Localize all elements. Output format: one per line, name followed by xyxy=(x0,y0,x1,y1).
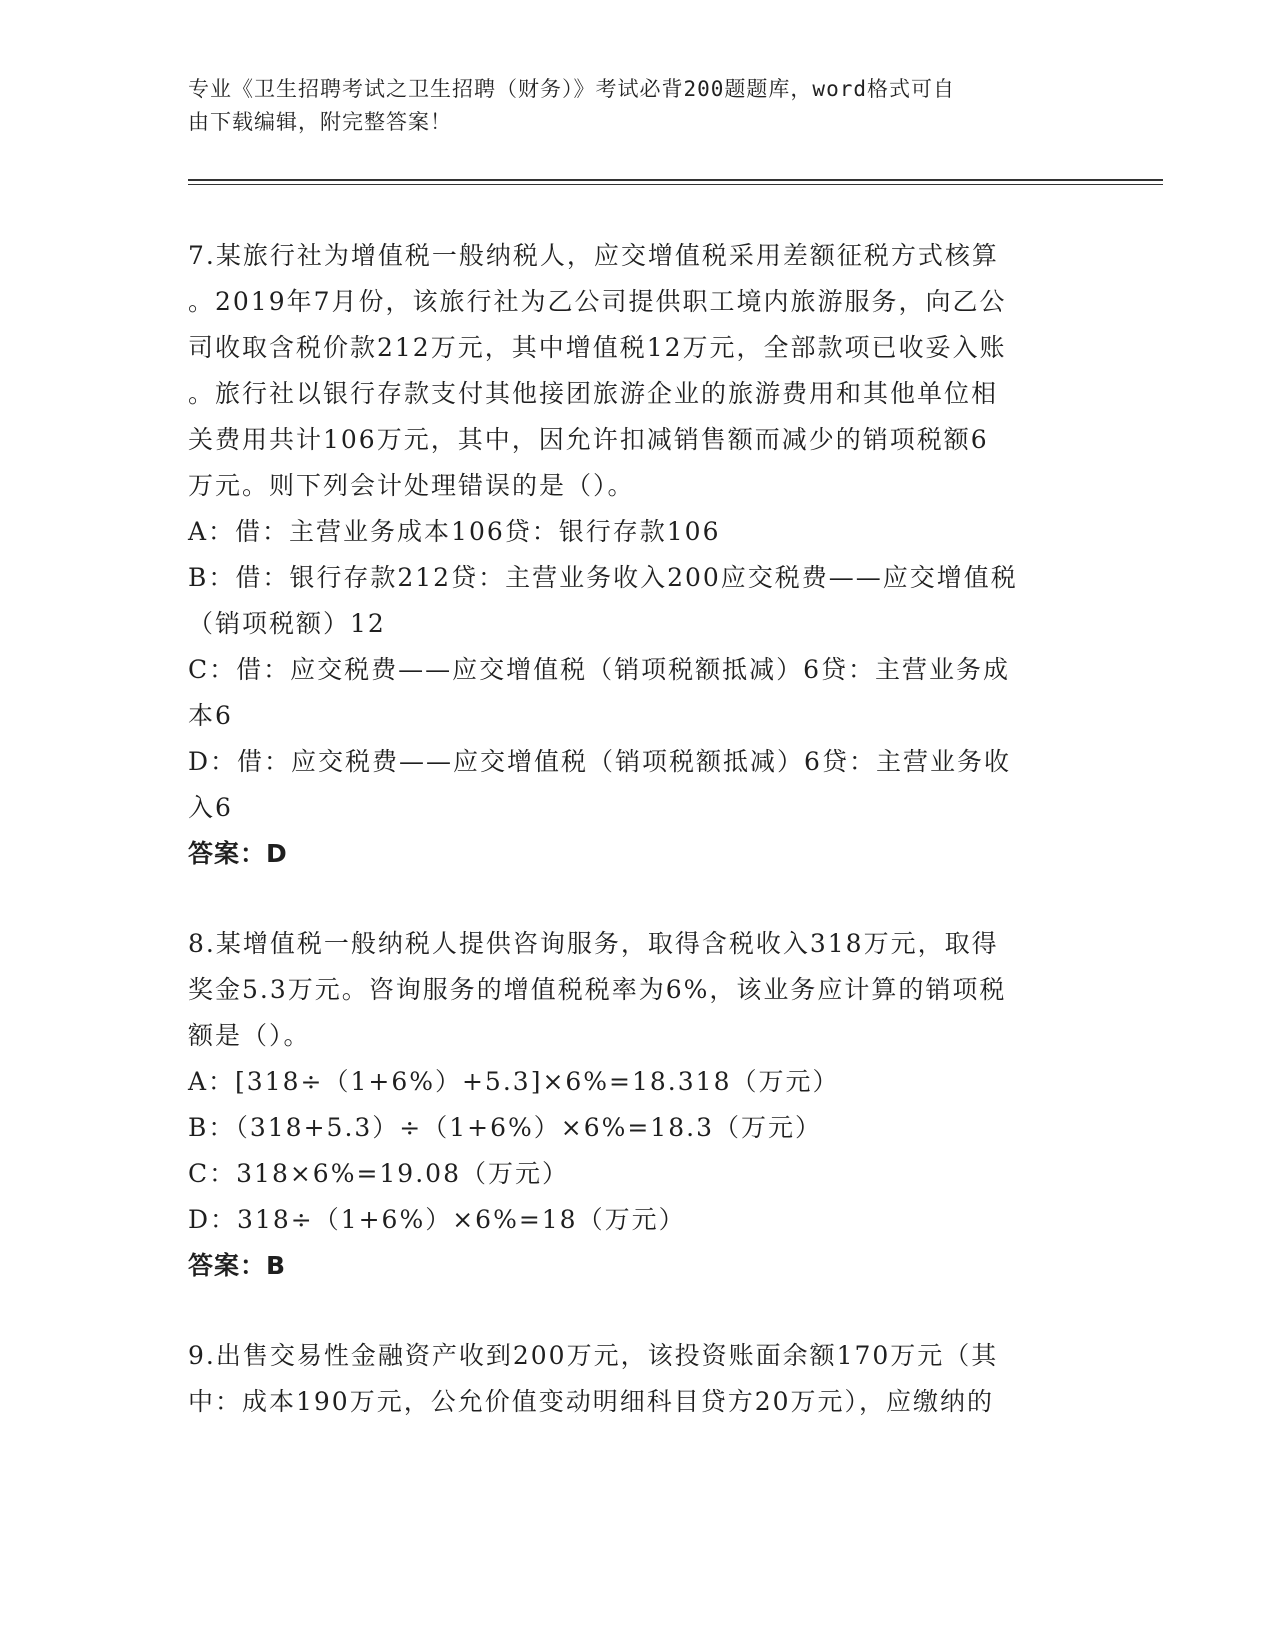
question-9 xyxy=(188,1333,1078,1425)
question-stem-line: 万元。则下列会计处理错误的是（）。 xyxy=(188,471,635,500)
question-stem-line: 9.出售交易性金融资产收到200万元，该投资账面余额170万元（其 xyxy=(188,1341,999,1370)
option-line: 本6 xyxy=(188,701,233,730)
option-line: C：借：应交税费——应交增值税（销项税额抵减）6贷：主营业务成 xyxy=(188,655,1011,684)
question-list xyxy=(188,233,1078,1425)
question-stem-line: 8.某增值税一般纳税人提供咨询服务，取得含税收入318万元，取得 xyxy=(188,929,999,958)
option-line: A：[318÷（1+6%）+5.3]×6%=18.318（万元） xyxy=(188,1067,840,1096)
option-line: B：借：银行存款212贷：主营业务收入200应交税费——应交增值税 xyxy=(188,563,1018,592)
option-line: D：借：应交税费——应交增值税（销项税额抵减）6贷：主营业务收 xyxy=(188,747,1011,776)
option-line: C：318×6%=19.08（万元） xyxy=(188,1159,569,1188)
option-line: 入6 xyxy=(188,793,233,822)
header-line-2: 由下载编辑，附完整答案！ xyxy=(188,110,452,134)
question-stem-line: 。旅行社以银行存款支付其他接团旅游企业的旅游费用和其他单位相 xyxy=(188,379,999,408)
question-stem-line: 。2019年7月份，该旅行社为乙公司提供职工境内旅游服务，向乙公 xyxy=(188,287,1007,316)
header-divider xyxy=(188,179,1163,181)
question-stem-line: 7.某旅行社为增值税一般纳税人，应交增值税采用差额征税方式核算 xyxy=(188,241,999,270)
question-stem-line: 中：成本190万元，公允价值变动明细科目贷方20万元），应缴纳的 xyxy=(188,1387,995,1416)
option-line: B：（318+5.3）÷（1+6%）×6%=18.3（万元） xyxy=(188,1113,822,1142)
page-header xyxy=(188,73,1068,139)
question-7 xyxy=(188,233,1078,877)
question-8 xyxy=(188,921,1078,1289)
question-stem-line: 关费用共计106万元，其中，因允许扣减销售额而减少的销项税额6 xyxy=(188,425,989,454)
option-line: A：借：主营业务成本106贷：银行存款106 xyxy=(188,517,721,546)
answer-line: 答案：B xyxy=(188,1251,287,1280)
option-line: （销项税额）12 xyxy=(188,609,386,638)
question-stem-line: 额是（）。 xyxy=(188,1021,311,1050)
option-line: D：318÷（1+6%）×6%=18（万元） xyxy=(188,1205,686,1234)
header-divider-thin xyxy=(188,184,1163,185)
answer-line: 答案：D xyxy=(188,839,288,868)
question-stem-line: 奖金5.3万元。咨询服务的增值税税率为6%，该业务应计算的销项税 xyxy=(188,975,1007,1004)
question-stem-line: 司收取含税价款212万元，其中增值税12万元，全部款项已收妥入账 xyxy=(188,333,1007,362)
header-line-1: 专业《卫生招聘考试之卫生招聘（财务）》考试必背200题题库，word格式可自 xyxy=(188,77,955,101)
